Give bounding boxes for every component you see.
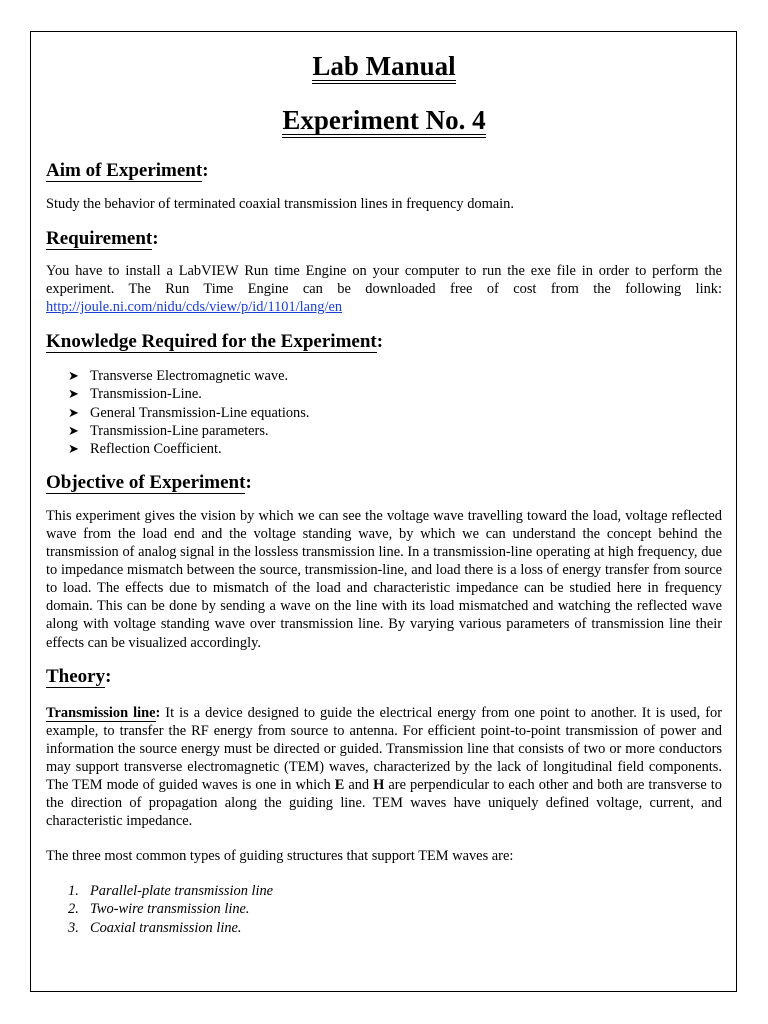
requirement-heading-colon: :: [152, 228, 159, 250]
theory-text-part-a: It is a device designed to guide the electrical energy from one point to another. It is used, for example, to transfer the RF energy from source to antenna. For efficient point-to-point transmission of power and information the source energy must be directed or guided. Transmission line that consists of two or more conductors may support transverse electromagnetic (TEM) waves, characterized by the lack of longitudinal field components. The TEM mode of guided waves is one in which: [46, 704, 722, 793]
list-item-label: General Transmission-Line equations.: [90, 404, 310, 421]
experiment-number: [46, 104, 722, 138]
page-title-text: Lab Manual: [312, 52, 455, 84]
list-item: [46, 440, 722, 458]
requirement-heading: [46, 228, 722, 250]
arrow-bullet-icon: ➤: [68, 404, 79, 420]
list-item-label: Two-wire transmission line.: [90, 901, 250, 918]
objective-heading: [46, 472, 722, 494]
list-item: [46, 367, 722, 385]
list-item: [46, 919, 722, 937]
aim-text: Study the behavior of terminated coaxial transmission lines in frequency domain.: [46, 196, 514, 212]
field-h: H: [373, 776, 385, 793]
objective-heading-colon: :: [245, 471, 252, 493]
theory-heading: [46, 666, 722, 688]
list-item: [46, 882, 722, 900]
list-item: [46, 900, 722, 918]
knowledge-heading-colon: :: [376, 331, 384, 353]
theory-heading-text: Theory: [46, 665, 106, 687]
arrow-bullet-icon: ➤: [68, 386, 79, 402]
list-item: [46, 422, 722, 440]
list-item-label: Transmission-Line.: [90, 386, 202, 403]
arrow-bullet-icon: ➤: [68, 422, 79, 438]
knowledge-heading: [46, 331, 722, 353]
document-body: [46, 44, 722, 937]
arrow-bullet-icon: ➤: [68, 368, 79, 384]
arrow-bullet-icon: ➤: [68, 440, 79, 456]
theory-text-part-c: are perpendicular to each other and both are transverse to the direction of propagation along the guiding line. TEM waves have uniquely defined voltage, current, and characteristic impedance.: [46, 776, 722, 830]
aim-heading-text: Aim of Experiment: [46, 160, 203, 181]
experiment-number-text: Experiment No. 4: [282, 106, 485, 138]
objective-text: This experiment gives the vision by which we can see the voltage wave travelling toward the load, voltage reflected wave from the load end and the voltage standing wave, by which we can understand the concept behind the transmission of analog signal in the lossless transmission line. In a transmission-line operating at high frequency, due to impedance mismatch between the source, transmission-line, and load there is a loss of energy transfer from source to load. The effects due to mismatch of the load and characteristic impedance can be studied here in frequency domain. This can be done by sending a wave on the line with its load mismatched and watching the reflected wave along with voltage standing wave over transmission line. By varying various parameters of transmission line their effects can be visualized accordingly.: [46, 507, 722, 651]
types-list: [46, 882, 722, 936]
objective-heading-text: Objective of Experiment: [46, 471, 246, 493]
requirement-heading-text: Requirement: [46, 228, 153, 250]
aim-heading-colon: :: [202, 160, 209, 181]
term-colon: :: [155, 704, 161, 721]
list-item: [46, 404, 722, 422]
list-item-label: Reflection Coefficient.: [90, 440, 222, 457]
list-item-label: Parallel-plate transmission line: [90, 883, 274, 900]
theory-text: [46, 704, 722, 831]
knowledge-heading-text: Knowledge Required for the Experiment: [46, 331, 377, 353]
knowledge-list: [46, 367, 722, 457]
requirement-text-body: You have to install a LabVIEW Run time Engine on your computer to run the exe file in order to perform the experiment. The Run Time Engine can be downloaded free of cost from the following link:: [46, 263, 722, 298]
types-intro: The three most common types of guiding structures that support TEM waves are:: [46, 848, 514, 865]
requirement-text: [46, 262, 722, 316]
list-number: 3.: [68, 919, 79, 936]
page-title: [46, 50, 722, 84]
theory-heading-colon: :: [105, 665, 112, 687]
field-e: E: [334, 776, 345, 793]
transmission-line-term: Transmission line: [46, 704, 156, 721]
list-number: 2.: [68, 901, 79, 918]
list-item-label: Transverse Electromagnetic wave.: [90, 368, 289, 385]
list-item-label: Transmission-Line parameters.: [90, 422, 269, 439]
list-item: [46, 385, 722, 403]
list-item-label: Coaxial transmission line.: [90, 919, 242, 936]
list-number: 1.: [68, 883, 79, 900]
theory-text-part-b: and: [344, 776, 374, 793]
aim-heading: [46, 160, 722, 182]
download-link[interactable]: http://joule.ni.com/nidu/cds/view/p/id/1101/lang/en: [46, 299, 343, 316]
